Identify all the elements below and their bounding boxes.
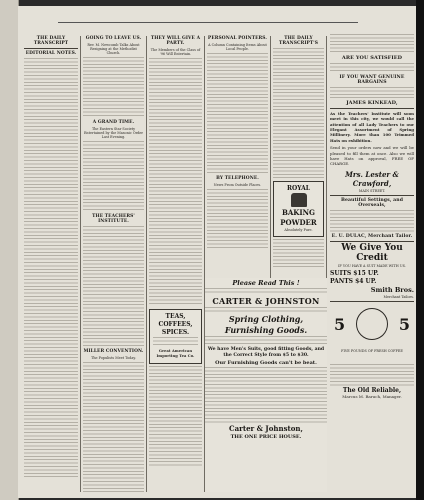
column-6: [330, 34, 414, 494]
dulac-ad-title: Beautiful Settings, and Overseals,: [340, 197, 404, 208]
article-text: [83, 226, 144, 346]
ad-furnishing-goods: Furnishing Goods.: [224, 325, 308, 335]
article-subhead: The Eastern Star Society Entertained by the Masonic Order Last Evening.: [83, 127, 144, 139]
article-text: [24, 58, 78, 478]
article-text: [207, 53, 268, 173]
article-text: [149, 366, 202, 466]
divider: [330, 195, 414, 196]
ad-spring-clothing: Spring Clothing,: [228, 314, 304, 324]
orders-paragraph: Send in your orders now and we will be pleased to fill them at once. Also we will have Hats on approval, FREE OF CHARGE.: [330, 145, 414, 167]
coffee-line: FIVE POUNDS OF FRESH COFFEE: [341, 349, 403, 354]
genuine-bargains: IF YOU WANT GENUINE BARGAINS: [339, 75, 405, 85]
article-text: [83, 141, 144, 211]
coffee-seal-icon: [356, 308, 388, 340]
divider: [330, 108, 414, 109]
five-left: 5: [334, 315, 346, 335]
ad-furnishing-line: Our Furnishing Goods can't be beat.: [215, 360, 317, 366]
column-rule: [80, 36, 81, 492]
masthead-rule: [58, 22, 358, 23]
ad-company-name: CARTER & JOHNSTON: [212, 296, 320, 306]
article-subhead: News From Outside Places.: [213, 183, 262, 187]
ad-coffees: COFFEES,: [158, 321, 193, 328]
dulac-name: E. U. DULAC, Merchant Tailor.: [331, 233, 413, 239]
article-headline: PERSONAL POINTERS.: [207, 36, 268, 41]
article-text: [83, 57, 144, 117]
article-subhead: The Populists Meet Today.: [91, 356, 136, 360]
ad-text: [330, 210, 414, 232]
smith-subtitle: Merchant Tailors.: [383, 295, 414, 300]
ad-text: [330, 34, 414, 54]
article-text: [207, 189, 268, 249]
powder-word: POWDER: [280, 218, 317, 227]
ad-text: [205, 336, 327, 346]
ad-company: Great American Importing Tea Co.: [156, 349, 195, 358]
article-headline: A GRAND TIME.: [92, 120, 135, 125]
article-text: [83, 362, 144, 494]
firm-name: Mrs. Lester & Crawford,: [345, 169, 399, 188]
credit-headline: We Give You Credit: [341, 243, 403, 264]
column-1: [24, 34, 78, 494]
ad-footer-name: Carter & Johnston,: [229, 424, 303, 433]
tea-advertisement: [149, 309, 202, 364]
credit-subline: IF YOU HAVE A SUIT MADE WITH US.: [338, 264, 406, 269]
column-3: [149, 34, 202, 494]
ad-text: [153, 337, 198, 347]
ad-text: [205, 307, 327, 313]
masthead-title: THE DAILY TRANSCRIPT: [33, 36, 69, 46]
ad-text: [330, 63, 414, 73]
baking-word: BAKING: [281, 208, 316, 217]
suits-price: SUITS $15 UP.: [330, 270, 379, 278]
coffee-ad: [330, 304, 414, 364]
manager-name: Marcus M. Baruch, Manager.: [342, 394, 402, 400]
ad-teas: TEAS,: [165, 313, 186, 320]
column-5: [273, 34, 324, 274]
article-text: [273, 48, 324, 178]
five-right: 5: [398, 315, 410, 335]
royal-baking-powder-ad: [273, 181, 324, 237]
adjacent-page-edge: [0, 0, 19, 500]
editorial-heading: EDITORIAL NOTES.: [25, 50, 77, 56]
old-reliable: The Old Reliable,: [342, 387, 402, 395]
article-headline: BY TELEPHONE.: [216, 176, 259, 181]
article-subhead: Rev. M. Newcomb Talks About Resigning at the Methodist Church.: [87, 43, 140, 55]
ad-text: [273, 239, 324, 269]
royal-word: ROYAL: [287, 185, 310, 192]
newspaper-page: [18, 6, 418, 498]
article-text: [149, 58, 202, 306]
please-read-notice: Please Read This !: [232, 279, 300, 287]
ad-text: [205, 288, 327, 295]
ad-spices: SPICES.: [161, 329, 190, 336]
article-headline: MILLER CONVENTION.: [83, 349, 144, 354]
are-you-satisfied: ARE YOU SATISFIED: [341, 55, 403, 61]
baking-powder-can-icon: [291, 193, 307, 207]
divider: [24, 48, 78, 49]
firm-street: MAIN STREET.: [358, 188, 386, 193]
carter-johnston-ad: [205, 278, 327, 492]
ad-text: [330, 87, 414, 99]
article-headline: THE TEACHERS' INSTITUTE.: [92, 214, 135, 224]
article-subhead: A Column Containing Items About Local People.: [208, 43, 267, 51]
divider: [330, 241, 414, 242]
absolutely-pure: Absolutely Pure.: [284, 228, 313, 232]
pants-price: PANTS $4 UP.: [330, 278, 377, 286]
kinkead-name: JAMES KINKEAD,: [346, 100, 398, 106]
article-headline: GOING TO LEAVE US.: [85, 36, 142, 41]
article-headline: THE DAILY TRANSCRIPT'S: [279, 36, 318, 46]
column-2: [83, 34, 144, 494]
smith-bros: Smith Bros.: [370, 286, 414, 295]
millinery-paragraph: As the Teachers' Institute will soon meet in this city, we would call the attention of all Lady Teachers to our Elegant Assortment of Spring Millinery. More than 100 Trimmed Hats on exhibition.: [330, 110, 414, 143]
article-headline: THEY WILL GIVE A PARTY.: [150, 36, 201, 46]
ad-text: [330, 364, 414, 386]
scan-border: [416, 0, 424, 500]
ad-suits-line: We have Men's Suits, good fitting Goods, and the Correct Style from $5 to $30.: [207, 347, 325, 358]
ad-footer-house: THE ONE PRICE HOUSE.: [230, 434, 302, 440]
divider: [330, 301, 414, 302]
ad-text: [205, 367, 327, 423]
column-rule: [146, 36, 147, 492]
article-subhead: The Members of the Class of '96 Will Entertain.: [150, 48, 201, 56]
